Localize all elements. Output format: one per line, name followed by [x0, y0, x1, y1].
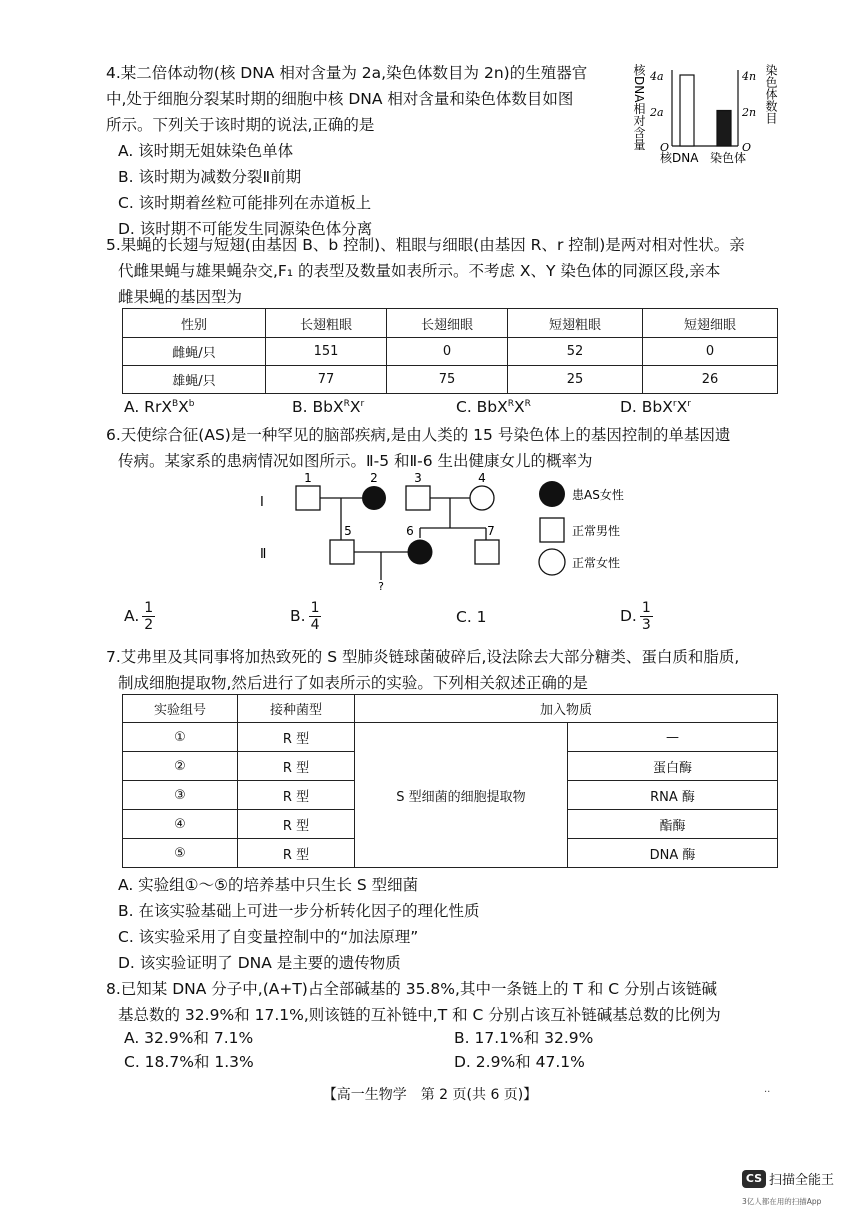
q8-option-a: A. 32.9%和 7.1%	[124, 1029, 254, 1047]
cs-logo-icon: CS	[742, 1170, 766, 1188]
individual-number: 1	[304, 471, 312, 485]
denominator: 3	[641, 617, 651, 633]
superscript: R	[524, 398, 531, 409]
individual-number: 4	[478, 471, 486, 485]
option-text: X	[514, 398, 525, 416]
unknown-offspring: ?	[378, 580, 384, 593]
normal-male-1	[296, 486, 320, 510]
normal-male-3	[406, 486, 430, 510]
table-cell: 雌蝇/只	[123, 338, 266, 366]
superscript: b	[188, 398, 195, 409]
q5-line: 雌果蝇的基因型为	[118, 288, 243, 306]
table-header-cell: 性别	[123, 309, 266, 338]
legend-label: 正常女性	[572, 556, 621, 570]
table-cell: ③	[123, 781, 238, 810]
q7-line: 7.艾弗里及其同事将加热致死的 S 型肺炎链球菌破碎后,设法除去大部分糖类、蛋白质和脂质,	[106, 648, 740, 666]
table-cell: DNA 酶	[568, 839, 778, 868]
q7-option-a: A. 实验组①～⑤的培养基中只生长 S 型细菌	[118, 876, 419, 894]
individual-number: 2	[370, 471, 378, 485]
affected-female-6	[408, 540, 433, 565]
table-cell: —	[568, 723, 778, 752]
table-cell: 151	[266, 338, 387, 366]
fraction	[640, 600, 653, 633]
legend-affected-female-icon	[539, 481, 565, 507]
q6-option-b	[290, 600, 321, 633]
f1-phenotype-table	[122, 308, 778, 394]
normal-female-4	[470, 486, 494, 510]
superscript: r	[360, 398, 365, 409]
avery-experiment-table	[122, 694, 778, 868]
q5-option-c	[456, 398, 531, 416]
q8-option-d: D. 2.9%和 47.1%	[454, 1053, 585, 1071]
table-cell: 0	[643, 338, 778, 366]
q7-line: 制成细胞提取物,然后进行了如表所示的实验。下列相关叙述正确的是	[118, 674, 588, 692]
option-label: B.	[290, 607, 306, 625]
shared-substance-cell: S 型细菌的细胞提取物	[355, 723, 568, 868]
table-header-cell: 实验组号	[123, 695, 238, 723]
table-header-cell: 接种菌型	[238, 695, 355, 723]
q7-options	[118, 872, 480, 976]
page-footer: 【高一生物学 第 2 页(共 6 页)】	[322, 1087, 538, 1103]
legend-label: 正常男性	[572, 524, 621, 538]
table-cell: 26	[643, 366, 778, 394]
option-text: B. BbX	[292, 398, 344, 416]
q4-line: 中,处于细胞分裂某时期的细胞中核 DNA 相对含量和染色体数目如图	[106, 90, 574, 108]
question-5	[106, 232, 745, 310]
table-header-row	[123, 309, 778, 338]
generation-label: I	[260, 495, 264, 510]
q5-line: 5.果蝇的长翅与短翅(由基因 B、b 控制)、粗眼与细眼(由基因 R、r 控制)是两对相对性状。亲	[106, 236, 745, 254]
q4-line: 所示。下列关于该时期的说法,正确的是	[106, 116, 375, 134]
question-8	[106, 976, 721, 1028]
table-cell: 蛋白酶	[568, 752, 778, 781]
superscript: r	[672, 398, 677, 409]
dna-chromosome-bar-chart	[630, 58, 780, 170]
footer-dots: ..	[764, 1084, 771, 1095]
q6-line: 传病。某家系的患病情况如图所示。Ⅱ-5 和Ⅱ-6 生出健康女儿的概率为	[118, 452, 593, 470]
denominator: 2	[144, 617, 154, 633]
option-text: X	[178, 398, 189, 416]
superscript: B	[171, 398, 179, 409]
q6-line: 6.天使综合征(AS)是一种罕见的脑部疾病,是由人类的 15 号染色体上的基因控制的单基因遗	[106, 426, 731, 444]
superscript: R	[507, 398, 515, 409]
q4-option-d: D. 该时期不可能发生同源染色体分离	[118, 220, 373, 238]
bar-chromosome	[717, 111, 731, 147]
option-text: D. BbX	[620, 398, 673, 416]
left-tick-label: O	[660, 141, 670, 154]
q4-line: 4.某二倍体动物(核 DNA 相对含量为 2a,染色体数目为 2n)的生殖器官	[106, 64, 588, 82]
normal-male-5	[330, 540, 354, 564]
q5-option-b	[292, 398, 364, 416]
legend-label: 患AS女性	[572, 488, 624, 502]
table-cell: 52	[508, 338, 643, 366]
bar-nuclear-dna	[680, 75, 694, 146]
individual-number: 5	[344, 524, 352, 538]
question-4	[106, 60, 587, 242]
table-cell: 25	[508, 366, 643, 394]
table-header-row	[123, 695, 778, 723]
q6-option-d	[620, 600, 653, 633]
watermark-name: 扫描全能王	[769, 1173, 835, 1188]
option-label: D.	[620, 607, 637, 625]
table-cell: ⑤	[123, 839, 238, 868]
option-label: A.	[124, 607, 140, 625]
left-axis-label: 核DNA相对含量	[632, 64, 646, 151]
category-label: 核DNA	[660, 151, 699, 165]
category-label: 染色体	[710, 151, 747, 165]
watermark-tagline: 3亿人都在用的扫描App	[742, 1197, 822, 1206]
q7-option-c: C. 该实验采用了自变量控制中的“加法原理”	[118, 928, 419, 946]
table-cell: R 型	[238, 752, 355, 781]
affected-female-2	[362, 486, 386, 510]
individual-number: 3	[414, 471, 422, 485]
individual-number: 7	[487, 524, 495, 538]
table-cell: 0	[387, 338, 508, 366]
table-cell: 77	[266, 366, 387, 394]
table-header-cell: 长翅粗眼	[266, 309, 387, 338]
normal-male-7	[475, 540, 499, 564]
option-text: C. BbX	[456, 398, 508, 416]
table-cell: R 型	[238, 781, 355, 810]
option-text: X	[676, 398, 688, 416]
table-cell: 雄蝇/只	[123, 366, 266, 394]
right-axis-label: 染色体数目	[764, 64, 778, 124]
q6-option-c: C. 1	[456, 608, 487, 626]
pedigree-diagram	[250, 466, 630, 596]
table-cell: ④	[123, 810, 238, 839]
q5-option-d	[620, 398, 691, 416]
generation-label: Ⅱ	[260, 547, 267, 562]
right-tick-label: 2n	[742, 106, 757, 119]
legend-normal-female-icon	[539, 549, 565, 575]
table-row	[123, 723, 778, 752]
q7-option-d: D. 该实验证明了 DNA 是主要的遗传物质	[118, 954, 401, 972]
table-header-cell: 短翅粗眼	[508, 309, 643, 338]
superscript: R	[343, 398, 350, 409]
legend-normal-male-icon	[540, 518, 564, 542]
fraction	[142, 600, 155, 633]
table-row	[123, 366, 778, 394]
q5-option-a	[124, 398, 194, 416]
q6-option-a	[124, 600, 155, 633]
q8-line: 基总数的 32.9%和 17.1%,则该链的互补链中,T 和 C 分别占该互补链碱基总数的比例为	[118, 1006, 721, 1024]
q5-line: 代雌果蝇与雄果蝇杂交,F₁ 的表型及数量如表所示。不考虑 X、Y 染色体的同源区段,亲本	[118, 262, 721, 280]
question-7	[106, 644, 739, 696]
q4-option-b: B. 该时期为减数分裂Ⅱ前期	[118, 168, 302, 186]
table-header-cell: 加入物质	[355, 695, 778, 723]
q7-option-b: B. 在该实验基础上可进一步分析转化因子的理化性质	[118, 902, 480, 920]
option-text: X	[349, 398, 361, 416]
fraction	[309, 600, 322, 633]
q8-line: 8.已知某 DNA 分子中,(A+T)占全部碱基的 35.8%,其中一条链上的 T 和 C 分别占该链碱	[106, 980, 717, 998]
left-tick-label: 2a	[650, 106, 664, 119]
scanner-watermark	[742, 1168, 834, 1188]
table-header-cell: 短翅细眼	[643, 309, 778, 338]
q8-option-c: C. 18.7%和 1.3%	[124, 1053, 254, 1071]
table-cell: R 型	[238, 810, 355, 839]
q4-option-a: A. 该时期无姐妹染色单体	[118, 142, 294, 160]
table-cell: R 型	[238, 723, 355, 752]
table-header-cell: 长翅细眼	[387, 309, 508, 338]
right-tick-label: O	[742, 141, 752, 154]
superscript: r	[687, 398, 691, 409]
table-cell: RNA 酶	[568, 781, 778, 810]
individual-number: 6	[406, 524, 414, 538]
table-cell: 酯酶	[568, 810, 778, 839]
table-cell: ①	[123, 723, 238, 752]
numerator: 1	[310, 600, 320, 616]
table-row	[123, 338, 778, 366]
numerator: 1	[144, 600, 154, 616]
table-cell: 75	[387, 366, 508, 394]
denominator: 4	[310, 617, 320, 633]
right-tick-label: 4n	[742, 70, 757, 83]
q8-option-b: B. 17.1%和 32.9%	[454, 1029, 594, 1047]
option-text: A. RrX	[124, 398, 172, 416]
q4-option-c: C. 该时期着丝粒可能排列在赤道板上	[118, 194, 372, 212]
left-tick-label: 4a	[650, 70, 664, 83]
numerator: 1	[641, 600, 651, 616]
table-cell: R 型	[238, 839, 355, 868]
table-cell: ②	[123, 752, 238, 781]
